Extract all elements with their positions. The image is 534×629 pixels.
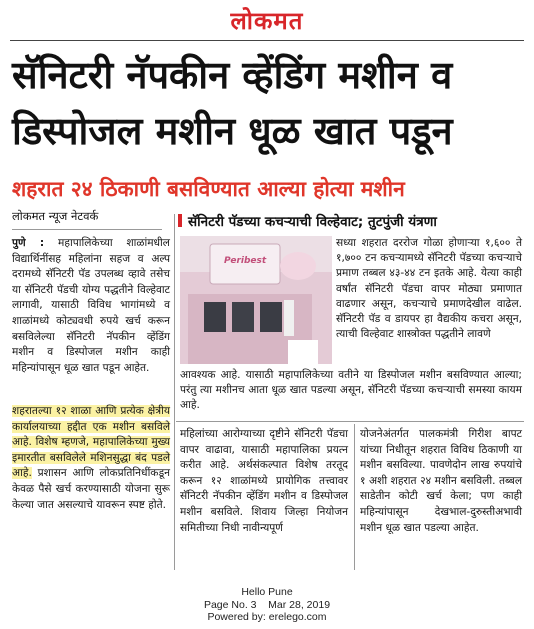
box-right-text: सध्या शहरात दररोज गोळा होणाऱ्या १,६०० ते १,७०० टन कचऱ्यामध्ये सॅनिटरी पॅडच्या कचऱ्याचे प्रमाण तब्बल ४३-४४ टन इतके आहे. येत्या काही वर्षांत सॅनिटरी पॅडचा वापर मोठ्या प्रमाणात वाढणार असून, कचऱ्याचे प्रमाणदेखील वाढेल. सॅनिटरी पॅड व डायपर हा वैद्यकीय कचरा असून, त्याची विल्हेवाट शास्त्रोक्त पद्धतीने लावणे xyxy=(336,237,522,341)
left-column-para-2 xyxy=(12,404,170,513)
footer-source xyxy=(0,586,534,624)
middle-column: महिलांच्या आरोग्याच्या दृष्टीने सॅनिटरी पॅडचा वापर वाढावा, यासाठी महापालिका प्रयत्न करीत आहे. अर्थसंकल्पात विशेष तरतूद करून १२ शाळांमध्ये प्रायोगिक तत्त्वावर सॅनिटरी नॅपकीन व्हेंडिंग मशीन व डिस्पोजल मशीन बसविले. शिवाय जिल्हा नियोजन समितीच्या निधी नावीन्यपूर्ण xyxy=(180,428,348,534)
left-column xyxy=(12,236,170,376)
column-divider-2 xyxy=(354,424,355,570)
right-column: योजनेअंतर्गत पालकमंत्री गिरीश बापट यांच्या निधीतून शहरात विविध ठिकाणी या मशीन बसविल्या. पावणेदोन लाख रुपयांचे १ अशी शहरात २४ मशीन बसविली. तब्बल साडेतीन कोटी खर्च केला; पण काही महिन्यांपासून देखभाल-दुरुस्तीअभावी मशीन धूळ खात पडल्या आहेत. xyxy=(360,428,522,534)
highlighted-text: शहरातल्या १२ शाळा आणि प्रत्येक क्षेत्रीय कार्यालयाच्या हद्दीत एक मशीन बसविले आहे. विशेष म्हणजे, महापालिकेच्या मुख्य इमारतीत बसविलेले मशिनसुद्धा बंद पडले आहे. xyxy=(12,405,170,480)
byline: लोकमत न्यूज नेटवर्क xyxy=(12,209,99,223)
footer-link[interactable]: Powered by: erelego.com xyxy=(207,611,327,623)
image-brand-label: Peribest xyxy=(224,256,267,266)
box-title: सॅनिटरी पॅडच्या कचऱ्याची विल्हेवाट; तुटपुंजी यंत्रणा xyxy=(178,212,524,230)
box-bottom-text: आवश्यक आहे. यासाठी महापालिकेच्या वतीने या डिस्पोजल मशीन बसविण्यात आल्या; परंतु त्या मशीनच आता धूळ खात पडल्या असून, सॅनिटरी पॅडच्या कचऱ्याची समस्या कायम आहे. xyxy=(180,369,522,412)
product-photo xyxy=(180,236,332,364)
headline-line-1: सॅनिटरी नॅपकीन व्हेंडिंग मशीन व xyxy=(12,53,453,97)
headline-line-2: डिस्पोजल मशीन धूळ खात पडून xyxy=(12,109,453,153)
left-para-1: महापालिकेच्या शाळांमधील विद्यार्थिनींसह महिलांना सहज व अल्प दरामध्ये सॅनिटरी पॅड उपलब्ध व्हावे तसेच या सॅनिटरी पॅडची योग्य पद्धतीने विल्हेवाट लागावी, यासाठी विविध भागांमध्ये व शाळांमध्ये कोट्यवधी रुपये खर्च करून बसविलेल्या सॅनिटरी नॅपकीन व्हेंडिंग मशीन व डिस्पोजल मशीन काही महिन्यांपासून धूळ खात पडून आहेत. xyxy=(12,237,170,374)
dateline: पुणे : xyxy=(12,237,45,249)
box-bottom-rule xyxy=(176,421,524,422)
left-para-2-rest: प्रशासन आणि लोकप्रतिनिधींकडून केवळ पैसे खर्च करण्यासाठी योजना सुरू केल्या जात असल्याचे यावरून स्पष्ट होते. xyxy=(12,467,170,511)
masthead-rule xyxy=(10,40,524,41)
subheadline: शहरात २४ ठिकाणी बसविण्यात आल्या होत्या मशीन xyxy=(12,177,405,201)
column-divider-1 xyxy=(174,214,175,570)
footer-line-2: Page No. 3 Mar 28, 2019 xyxy=(203,598,331,611)
masthead-logo: लोकमत xyxy=(230,7,304,35)
footer-line-1: Hello Pune xyxy=(241,586,293,598)
byline-rule xyxy=(12,229,162,230)
